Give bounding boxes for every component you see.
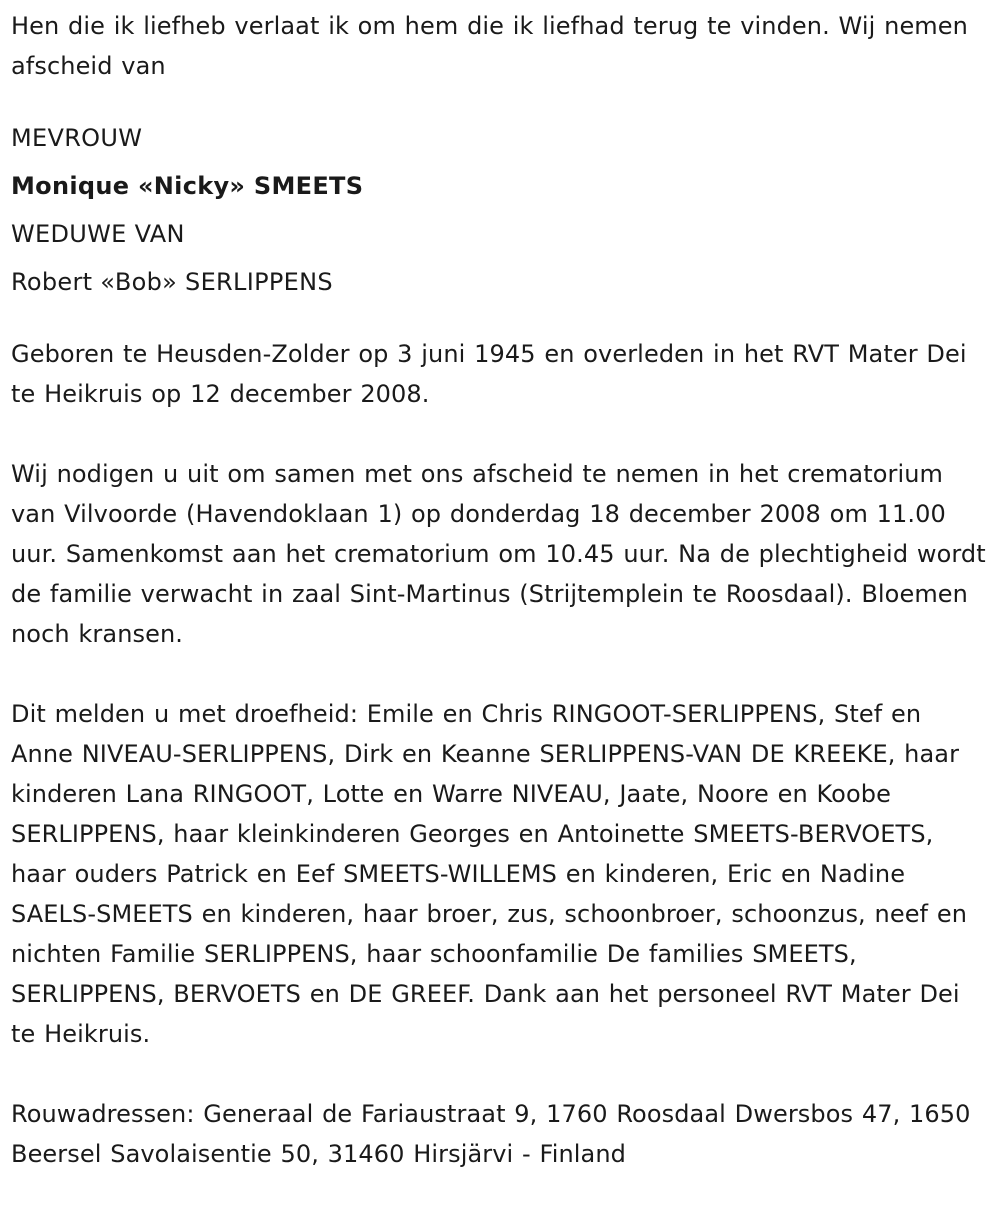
paragraph-spacer [11,1054,990,1094]
paragraph-spacer [11,414,990,454]
paragraph-spacer [11,654,990,694]
relation-label: WEDUWE VAN [11,220,185,248]
ceremony-text: Wij nodigen u uit om samen met ons afscheid te nemen in het crematorium van Vilvoorde (Havendoklaan 1) op donderdag 18 december 2008 om 11.00 uur. Samenkomst aan het crematorium om 10.45 uur. Na de plechtigheid wordt de familie verwacht in zaal Sint-Martinus (Strijtemplein te Roosdaal). Bloemen noch kransen. [11,460,986,648]
birth-death-text: Geboren te Heusden-Zolder op 3 juni 1945 en overleden in het RVT Mater Dei te Heikruis op 12 december 2008. [11,340,967,408]
addresses-text: Rouwadressen: Generaal de Fariaustraat 9, 1760 Roosdaal Dwersbos 47, 1650 Beersel Savolaisentie 50, 31460 Hirsjärvi - Finland [11,1100,971,1168]
spouse-name: Robert «Bob» SERLIPPENS [11,268,333,296]
salutation: MEVROUW [11,124,143,152]
intro-text: Hen die ik liefheb verlaat ik om hem die ik liefhad terug te vinden. Wij nemen afscheid van [11,12,968,80]
deceased-name: Monique «Nicky» SMEETS [11,172,364,200]
family-text: Dit melden u met droefheid: Emile en Chris RINGOOT-SERLIPPENS, Stef en Anne NIVEAU-SERLIPPENS, Dirk en Keanne SERLIPPENS-VAN DE KREEKE, haar kinderen Lana RINGOOT, Lotte en Warre NIVEAU, Jaate, Noore en Koobe SERLIPPENS, haar kleinkinderen Georges en Antoinette SMEETS-BERVOETS, haar ouders Patrick en Eef SMEETS-WILLEMS en kinderen, Eric en Nadine SAELS-SMEETS en kinderen, haar broer, zus, schoonbroer, schoonzus, neef en nichten Familie SERLIPPENS, haar schoonfamilie De families SMEETS, SERLIPPENS, BERVOETS en DE GREEF. Dank aan het personeel RVT Mater Dei te Heikruis. [11,700,968,1048]
